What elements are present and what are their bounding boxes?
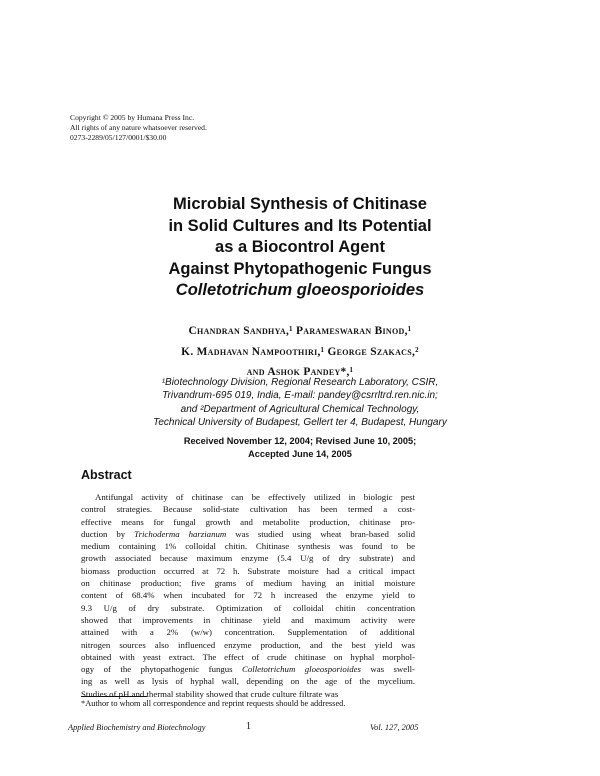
journal-name: Applied Biochemistry and Biotechnology bbox=[68, 723, 206, 732]
abstract-line: effective means for fungal growth and metabolite production, chitinase pro- bbox=[81, 516, 415, 527]
species-name: Colletotrichum gloeosporioides bbox=[242, 664, 361, 675]
volume-label: Vol. 127, 2005 bbox=[370, 723, 419, 732]
dates-line: Received November 12, 2004; Revised June 10, 2005; bbox=[183, 436, 417, 446]
title-line: as a Biocontrol Agent bbox=[215, 238, 385, 256]
title-line: Against Phytopathogenic Fungus bbox=[168, 259, 432, 278]
abstract-heading: Abstract bbox=[81, 468, 132, 482]
affiliation-line: and ²Department of Agricultural Chemical Technology, bbox=[180, 403, 420, 415]
issn-line: 0273-2289/05/127/0001/$30.00 bbox=[70, 133, 167, 142]
abstract-line: showed that improvements in chitinase yield and maximum activity were bbox=[81, 614, 415, 625]
article-title bbox=[0, 194, 600, 302]
abstract-line: growth associated because maximum enzyme (5.4 U/g of dry substrate) and bbox=[81, 553, 415, 564]
title-line: Microbial Synthesis of Chitinase bbox=[173, 195, 427, 213]
abstract-line: biomass production occurred at 72 h. Substrate moisture had a critical impact bbox=[81, 565, 415, 576]
received-dates bbox=[0, 435, 600, 460]
affiliation-line: Trivandrum-695 019, India, E-mail: pandey@csrrltrd.ren.nic.in; bbox=[162, 390, 438, 402]
title-line: in Solid Cultures and Its Potential bbox=[168, 216, 432, 235]
affiliations bbox=[0, 376, 600, 429]
rights-line: All rights of any nature whatsoever reserved. bbox=[70, 123, 207, 132]
abstract-line: ogy of the phytopathogenic fungus Colletotrichum gloeosporioides was swell- bbox=[81, 664, 415, 675]
abstract-line: medium containing 1% colloidal chitin. Chitinase synthesis was found to be bbox=[81, 541, 415, 552]
abstract-line: Studies of pH and thermal stability showed that crude culture filtrate was bbox=[81, 688, 339, 699]
abstract-line: ing as well as lysis of hyphal wall, depending on the age of the mycelium. bbox=[81, 676, 415, 687]
species-name: Trichoderma harzianum bbox=[134, 528, 227, 539]
abstract-line: Antifungal activity of chitinase can be effectively utilized in biologic pest bbox=[95, 492, 415, 502]
abstract-line: nitrogen sources also influenced enzyme production, and the best yield was bbox=[81, 639, 415, 650]
author-line: Chandran Sandhya,¹ Parameswaran Binod,¹ bbox=[188, 325, 412, 337]
abstract-line: on chitinase production; five grams of medium having an initial moisture bbox=[81, 578, 415, 589]
abstract-line: control strategies. Because solid-state cultivation has been termed a cost- bbox=[81, 504, 415, 515]
footnote-divider bbox=[81, 696, 147, 697]
affiliation-line: Technical University of Budapest, Gellert ter 4, Budapest, Hungary bbox=[153, 416, 447, 428]
abstract-line: attained with a 2% (w/w) concentration. Supplementation of additional bbox=[81, 627, 415, 638]
title-species: Colletotrichum gloeosporioides bbox=[175, 281, 425, 299]
abstract-body bbox=[81, 491, 415, 700]
copyright-line: Copyright © 2005 by Humana Press Inc. bbox=[70, 113, 195, 122]
abstract-line: duction by Trichoderma harzianum was studied using wheat bran-based solid bbox=[81, 528, 415, 539]
author-list bbox=[0, 321, 600, 383]
abstract-line: obtained with yeast extract. The effect of crude chitinase on hyphal morphol- bbox=[81, 651, 415, 662]
abstract-line: content of 68.4% when incubated for 72 h increased the enzyme yield to bbox=[81, 590, 415, 601]
dates-line: Accepted June 14, 2005 bbox=[248, 448, 352, 459]
abstract-line: 9.3 U/g of dry substrate. Optimization of colloidal chitin concentration bbox=[81, 602, 415, 613]
page-number: 1 bbox=[246, 721, 251, 732]
footnote: *Author to whom all correspondence and reprint requests should be addressed. bbox=[81, 699, 346, 708]
affiliation-line: ¹Biotechnology Division, Regional Research Laboratory, CSIR, bbox=[161, 377, 439, 388]
copyright-notice bbox=[70, 113, 207, 143]
author-line: K. Madhavan Nampoothiri,¹ George Szakacs,² bbox=[181, 345, 419, 358]
author-line: and Ashok Pandey*,¹ bbox=[246, 366, 354, 378]
